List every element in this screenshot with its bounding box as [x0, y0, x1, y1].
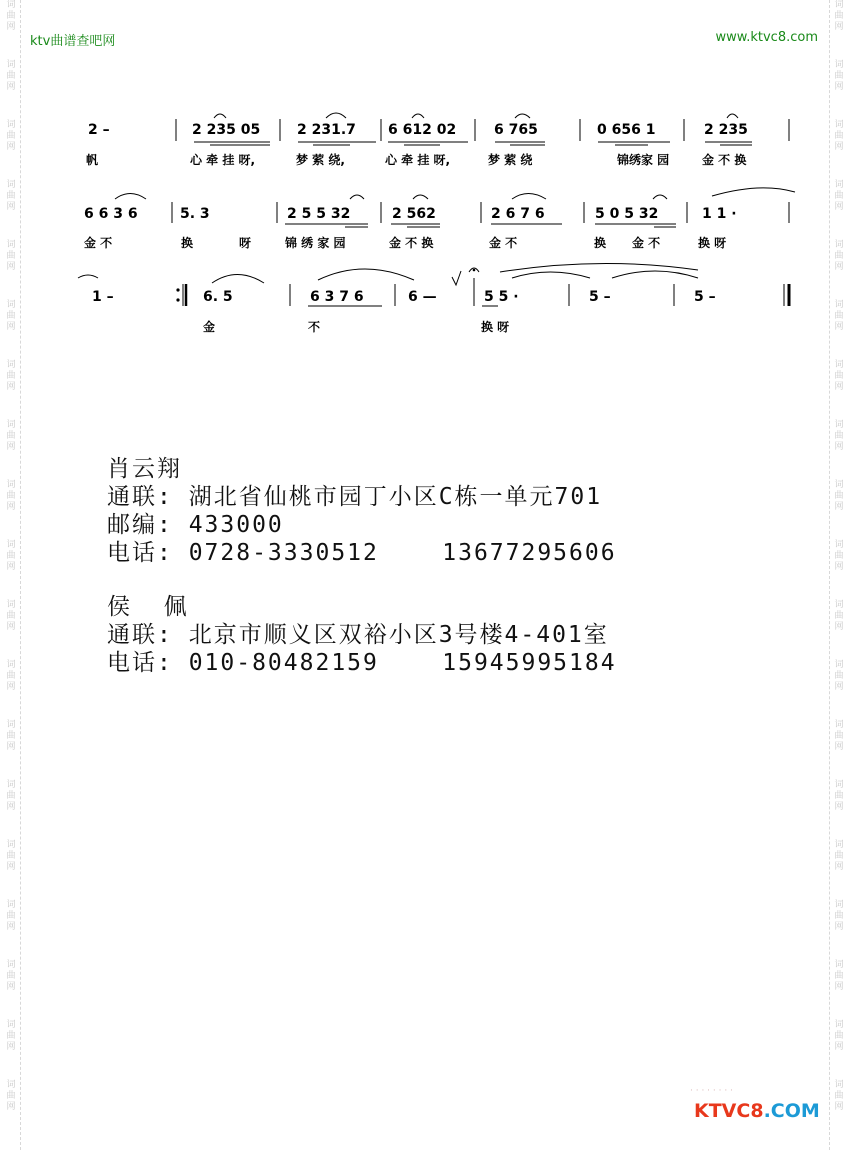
lyric-text: 金 不 换 — [389, 236, 434, 250]
note-group: 1 – — [92, 289, 114, 305]
watermark-group — [830, 540, 848, 600]
watermark-char: 词 — [834, 600, 844, 610]
lyric-text: 帆 — [86, 153, 99, 167]
watermark-char: 网 — [834, 22, 844, 32]
watermark-char: 曲 — [6, 551, 16, 561]
note-group: 2 6 7 6 — [491, 206, 545, 222]
watermark-char: 曲 — [834, 491, 844, 501]
row1-slurs — [214, 113, 738, 118]
watermark-char: 词 — [6, 780, 16, 790]
watermark-char: 网 — [834, 802, 844, 812]
lyric-text: 换 呀 — [481, 320, 510, 334]
watermark-char: 词 — [834, 120, 844, 130]
watermark-char: 网 — [6, 82, 16, 92]
note-group: 6 765 — [494, 122, 538, 138]
watermark-group — [830, 780, 848, 840]
watermark-char: 词 — [6, 60, 16, 70]
watermark-char: 曲 — [6, 11, 16, 21]
row2-barlines — [172, 202, 789, 223]
watermark-char: 词 — [6, 540, 16, 550]
watermark-char: 曲 — [834, 1031, 844, 1041]
note-group: 6 — — [408, 289, 437, 305]
watermark-char: 词 — [834, 0, 844, 10]
watermark-char: 网 — [834, 382, 844, 392]
watermark-char: 网 — [6, 982, 16, 992]
watermark-char: 词 — [6, 420, 16, 430]
watermark-char: 曲 — [6, 731, 16, 741]
contact-block — [107, 455, 617, 567]
lyric-text: 心 牵 挂 呀, — [385, 153, 451, 167]
watermark-char: 曲 — [834, 431, 844, 441]
watermark-group — [2, 720, 20, 780]
watermark-char: 网 — [6, 682, 16, 692]
watermark-char: 曲 — [834, 911, 844, 921]
lyric-text: 呀 — [239, 236, 252, 250]
note-group: 2 235 — [704, 122, 748, 138]
note-group: 5 5 · — [484, 289, 519, 305]
watermark-char: 曲 — [834, 671, 844, 681]
watermark-group — [830, 600, 848, 660]
watermark-char: 网 — [6, 862, 16, 872]
row2-beams — [285, 224, 676, 227]
lyric-text: 金 不 换 — [702, 153, 747, 167]
watermark-group — [830, 480, 848, 540]
watermark-char: 曲 — [6, 251, 16, 261]
watermark-group — [2, 900, 20, 960]
watermark-char: 网 — [834, 142, 844, 152]
note-group: 5. 3 — [180, 206, 210, 222]
lyric-text: 锦绣家 园 — [617, 153, 670, 167]
watermark-char: 网 — [6, 202, 16, 212]
watermark-group — [830, 360, 848, 420]
watermark-char: 网 — [834, 1042, 844, 1052]
logo-tagline-decoration: · · · · · · · · — [690, 1086, 733, 1096]
watermark-char: 词 — [834, 900, 844, 910]
watermark-char: 词 — [834, 300, 844, 310]
watermark-char: 曲 — [834, 851, 844, 861]
watermark-char: 词 — [834, 60, 844, 70]
watermark-char: 曲 — [834, 371, 844, 381]
watermark-char: 网 — [6, 562, 16, 572]
repeat-dots — [176, 288, 179, 301]
watermark-char: 词 — [834, 1080, 844, 1090]
watermark-char: 网 — [6, 802, 16, 812]
lyric-text: 梦 萦 绕, — [296, 153, 345, 167]
lyric-text: 金 不 — [84, 236, 113, 250]
watermark-char: 网 — [834, 682, 844, 692]
watermark-char: 词 — [6, 240, 16, 250]
contact-line: 电话: 010-80482159 15945995184 — [107, 650, 617, 676]
contact-section — [107, 455, 617, 703]
watermark-char: 词 — [6, 120, 16, 130]
lyric-text: 换 呀 — [698, 236, 727, 250]
watermark-char: 词 — [6, 180, 16, 190]
watermark-char: 网 — [6, 1102, 16, 1112]
row2-notes — [84, 206, 737, 222]
watermark-char: 网 — [834, 562, 844, 572]
watermark-char: 曲 — [834, 611, 844, 621]
watermark-char: 曲 — [834, 71, 844, 81]
watermark-group — [2, 1020, 20, 1080]
watermark-group — [2, 780, 20, 840]
lyric-text: 换 — [594, 236, 607, 250]
watermark-group — [2, 840, 20, 900]
watermark-char: 网 — [6, 502, 16, 512]
watermark-char: 曲 — [6, 71, 16, 81]
watermark-char: 词 — [6, 0, 16, 10]
watermark-char: 网 — [834, 1102, 844, 1112]
watermark-group — [2, 660, 20, 720]
watermark-group — [830, 840, 848, 900]
watermark-char: 网 — [834, 922, 844, 932]
watermark-char: 网 — [834, 622, 844, 632]
watermark-char: 曲 — [834, 311, 844, 321]
watermark-char: 曲 — [6, 191, 16, 201]
watermark-char: 词 — [6, 960, 16, 970]
watermark-group — [2, 1080, 20, 1140]
lyric-text: 不 — [308, 320, 321, 334]
note-group: 5 – — [589, 289, 611, 305]
watermark-char: 曲 — [6, 851, 16, 861]
note-group: 2 562 — [392, 206, 436, 222]
row3-slurs — [78, 263, 698, 283]
watermark-char: 词 — [834, 180, 844, 190]
watermark-char: 曲 — [6, 1031, 16, 1041]
watermark-char: 网 — [834, 322, 844, 332]
watermark-char: 曲 — [6, 791, 16, 801]
note-group: 2 – — [88, 122, 110, 138]
note-group: 0 656 1 — [597, 122, 656, 138]
watermark-char: 网 — [6, 322, 16, 332]
watermark-char: 曲 — [6, 971, 16, 981]
watermark-char: 曲 — [834, 131, 844, 141]
watermark-group — [830, 1020, 848, 1080]
site-logo — [694, 1100, 820, 1122]
lyric-text: 金 不 — [489, 236, 518, 250]
watermark-group — [2, 480, 20, 540]
contact-line: 邮编: 433000 — [107, 512, 284, 538]
row3-lyrics — [203, 319, 509, 334]
note-group: 6. 5 — [203, 289, 233, 305]
contact-line: 通联: 湖北省仙桃市园丁小区C栋一单元701 — [107, 484, 603, 510]
watermark-char: 网 — [834, 262, 844, 272]
lyric-text: 金 不 — [632, 236, 661, 250]
site-url: www.ktvc8.com — [715, 30, 818, 45]
note-group: 2 235 05 — [192, 122, 261, 138]
breath-mark — [452, 271, 461, 285]
watermark-char: 曲 — [6, 131, 16, 141]
logo-part-2: .COM — [763, 1100, 820, 1122]
watermark-char: 曲 — [834, 551, 844, 561]
contact-name: 侯 佩 — [107, 594, 189, 620]
watermark-char: 网 — [6, 1042, 16, 1052]
watermark-char: 网 — [6, 142, 16, 152]
watermark-group — [2, 360, 20, 420]
watermark-char: 词 — [6, 720, 16, 730]
watermark-char: 词 — [834, 420, 844, 430]
watermark-char: 曲 — [834, 1091, 844, 1101]
note-group: 2 231.7 — [297, 122, 356, 138]
watermark-char: 网 — [6, 442, 16, 452]
watermark-char: 词 — [834, 480, 844, 490]
watermark-char: 曲 — [6, 311, 16, 321]
watermark-char: 词 — [6, 360, 16, 370]
watermark-char: 曲 — [834, 791, 844, 801]
contact-block — [107, 593, 617, 677]
watermark-group — [2, 600, 20, 660]
watermark-group — [830, 900, 848, 960]
watermark-char: 网 — [6, 922, 16, 932]
watermark-char: 词 — [6, 900, 16, 910]
watermark-group — [2, 420, 20, 480]
note-group: 5 – — [694, 289, 716, 305]
watermark-char: 网 — [6, 382, 16, 392]
watermark-char: 网 — [6, 742, 16, 752]
row1-beams — [194, 142, 752, 145]
watermark-char: 词 — [6, 480, 16, 490]
watermark-char: 曲 — [834, 11, 844, 21]
watermark-char: 词 — [6, 660, 16, 670]
music-score — [0, 0, 850, 360]
watermark-group — [830, 1080, 848, 1140]
watermark-char: 词 — [6, 300, 16, 310]
watermark-group — [830, 660, 848, 720]
watermark-char: 曲 — [6, 671, 16, 681]
watermark-char: 词 — [6, 840, 16, 850]
watermark-char: 词 — [834, 660, 844, 670]
contact-name: 肖云翔 — [107, 456, 182, 482]
watermark-char: 曲 — [834, 191, 844, 201]
watermark-char: 网 — [6, 622, 16, 632]
watermark-group — [2, 960, 20, 1020]
row2-slurs — [115, 188, 795, 199]
watermark-char: 词 — [834, 360, 844, 370]
lyric-text: 锦 绣 家 园 — [285, 236, 346, 250]
row1-notes — [88, 122, 748, 138]
watermark-char: 网 — [834, 982, 844, 992]
watermark-char: 网 — [834, 82, 844, 92]
row1-barlines — [176, 119, 789, 141]
fermata-dot — [473, 269, 476, 272]
watermark-char: 曲 — [6, 911, 16, 921]
lyric-text: 心 牵 挂 呀, — [190, 153, 256, 167]
watermark-char: 网 — [834, 202, 844, 212]
contact-line: 电话: 0728-3330512 13677295606 — [107, 540, 617, 566]
note-group: 5 0 5 32 — [595, 206, 659, 222]
watermark-char: 曲 — [6, 371, 16, 381]
note-group: 1 1 · — [702, 206, 737, 222]
note-group: 6 6 3 6 — [84, 206, 138, 222]
lyric-text: 梦 萦 绕 — [488, 153, 533, 167]
watermark-group — [830, 420, 848, 480]
watermark-group — [830, 960, 848, 1020]
note-group: 6 3 7 6 — [310, 289, 364, 305]
watermark-group — [830, 720, 848, 780]
watermark-char: 词 — [834, 960, 844, 970]
watermark-char: 曲 — [6, 431, 16, 441]
watermark-char: 曲 — [6, 491, 16, 501]
row2-lyrics — [84, 235, 726, 250]
watermark-char: 词 — [834, 1020, 844, 1030]
watermark-char: 词 — [6, 600, 16, 610]
watermark-char: 网 — [834, 502, 844, 512]
watermark-char: 词 — [834, 240, 844, 250]
watermark-char: 曲 — [6, 1091, 16, 1101]
watermark-char: 网 — [6, 22, 16, 32]
site-name: ktv曲谱查吧网 — [30, 34, 116, 49]
lyric-text: 金 — [203, 320, 216, 334]
watermark-char: 词 — [834, 540, 844, 550]
watermark-char: 网 — [6, 262, 16, 272]
logo-part-1: KTVC8 — [694, 1100, 764, 1122]
watermark-char: 曲 — [834, 731, 844, 741]
watermark-char: 词 — [6, 1020, 16, 1030]
row1-lyrics — [86, 152, 746, 167]
watermark-char: 词 — [6, 1080, 16, 1090]
note-group: 2 5 5 32 — [287, 206, 351, 222]
watermark-char: 曲 — [834, 251, 844, 261]
watermark-char: 词 — [834, 840, 844, 850]
lyric-text: 换 — [181, 236, 194, 250]
score-svg — [0, 0, 850, 360]
watermark-char: 曲 — [6, 611, 16, 621]
watermark-char: 网 — [834, 742, 844, 752]
watermark-char: 词 — [834, 720, 844, 730]
watermark-char: 网 — [834, 862, 844, 872]
watermark-char: 曲 — [834, 971, 844, 981]
watermark-group — [2, 540, 20, 600]
watermark-char: 网 — [834, 442, 844, 452]
note-group: 6 612 02 — [388, 122, 457, 138]
contact-line: 通联: 北京市顺义区双裕小区3号楼4-401室 — [107, 622, 609, 648]
watermark-char: 词 — [834, 780, 844, 790]
